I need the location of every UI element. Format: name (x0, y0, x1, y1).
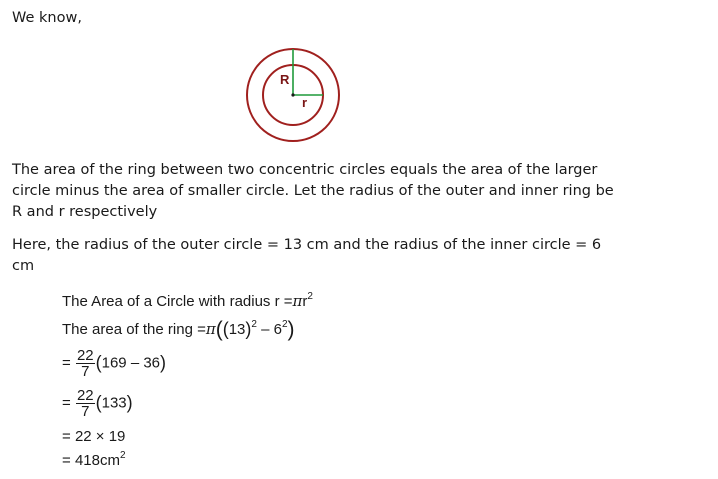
equals-sign: = (62, 394, 71, 412)
step-fraction-simplified: = $\frac{22}{7}$ (133) (62, 387, 133, 420)
step2-a-exponent: 2 (251, 319, 257, 330)
equals-sign: = (62, 428, 71, 445)
step2-b-exponent: 2 (281, 319, 288, 330)
fraction-numerator: 22 (76, 387, 94, 404)
equals-sign: = (62, 354, 71, 372)
step-final-answer (62, 452, 126, 469)
paragraph-ring-area: The area of the ring between two concentric circles equals the area of the larger circle minus the area of smaller circle. Let the radius of the outer and inner ring be R and r respectively (12, 162, 614, 220)
center-point (291, 93, 294, 96)
concentric-circles-figure (238, 40, 348, 150)
final-answer-value: 418cm (74, 452, 120, 469)
step-circle-area-formula (62, 292, 313, 310)
step3-inside: 169 – 36 (101, 354, 161, 372)
step-product (62, 428, 125, 445)
step1-r: r (302, 293, 308, 310)
step-fraction-substitution: = $\frac{22}{7}$ (169 – 36) (62, 347, 167, 380)
inner-radius-label: r (302, 95, 308, 110)
step2-a: 13 (228, 321, 246, 338)
equals-sign: = (62, 452, 71, 469)
fraction-denominator: 7 (81, 403, 90, 420)
step2-b: 6 (273, 321, 282, 338)
pi-symbol: π (292, 292, 303, 310)
step1-exponent: 2 (307, 291, 313, 302)
paragraph-given-radii: Here, the radius of the outer circle = 13 cm and the radius of the inner circle = 6 cm (12, 237, 602, 274)
pi-symbol: π (205, 320, 216, 338)
step1-prefix: The Area of a Circle with radius r = (62, 293, 293, 310)
step4-inside: 133 (101, 394, 127, 412)
step2-minus: – (256, 321, 274, 338)
fraction-22-over-7 (76, 388, 95, 419)
step2-prefix: The area of the ring = (62, 321, 206, 338)
final-answer-exponent: 2 (119, 450, 126, 461)
fraction-22-over-7 (76, 348, 95, 379)
outer-radius-label: R (280, 72, 290, 87)
step5-product: 22 × 19 (74, 428, 126, 445)
fraction-denominator: 7 (81, 363, 90, 380)
fraction-numerator: 22 (76, 347, 94, 364)
step-ring-area-formula: The area of the ring $=\pi((13)^2 - 6^2)$ (62, 318, 295, 341)
intro-text: We know, (12, 10, 82, 26)
